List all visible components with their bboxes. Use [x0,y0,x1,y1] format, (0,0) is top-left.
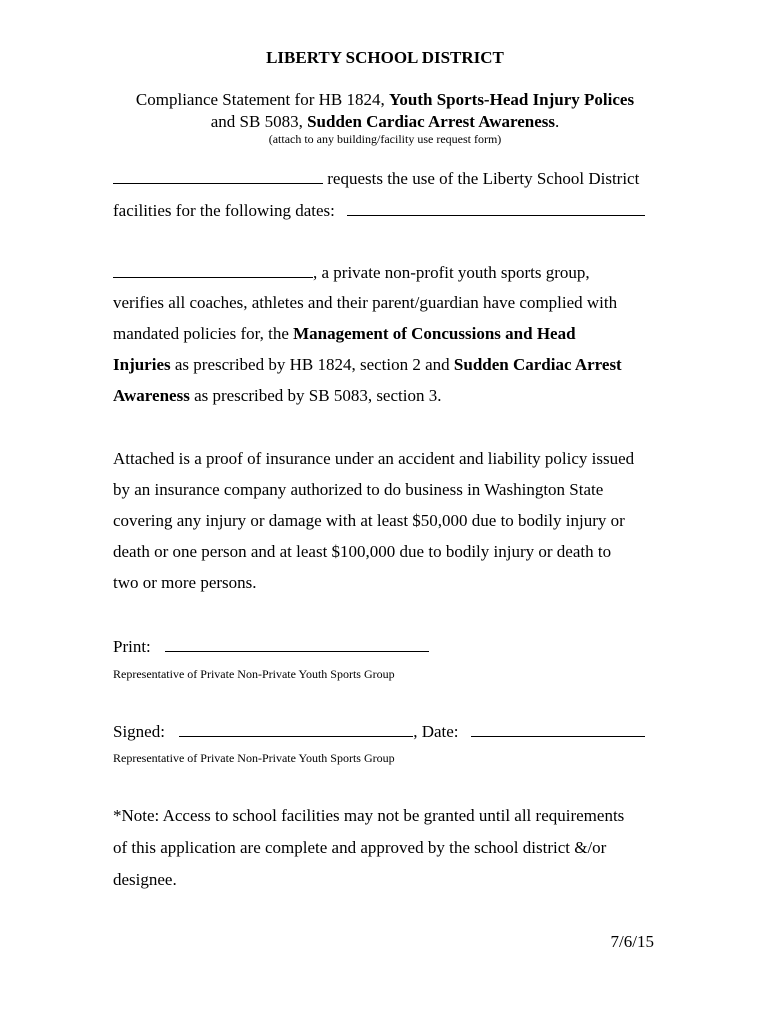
insurance-line-4: death or one person and at least $100,000 due to bodily injury or death to [113,542,612,561]
verification-line-3 [113,324,576,344]
print-row [113,636,429,657]
date-field[interactable] [471,721,645,737]
injuries-word: Injuries [113,355,171,374]
request-line-1 [113,168,639,189]
representative-label: Representative of Private Non-Private Youth Sports Group [113,667,395,681]
organization-name-field[interactable] [113,168,323,184]
note-line-3: designee. [113,870,177,889]
insurance-line-1: Attached is a proof of insurance under an accident and liability policy issued [113,449,635,468]
cardiac-arrest-words: Sudden Cardiac Arrest [453,355,622,374]
representative-label-2: Representative of Private Non-Private Youth Sports Group [113,751,395,765]
signature-field[interactable] [179,721,413,737]
youth-group-name-field[interactable] [113,262,313,278]
print-label: Print: [113,637,151,656]
insurance-line-3: covering any injury or damage with at least $50,000 due to bodily injury or [113,511,625,530]
note-line-2: of this application are complete and approved by the school district &/or [113,838,607,857]
youth-sports-policy: Youth Sports-Head Injury Polices [388,90,635,109]
revision-date: 7/6/15 [610,932,654,951]
cardiac-awareness: Sudden Cardiac Arrest Awareness [307,112,556,131]
note-line-1: *Note: Access to school facilities may not be granted until all requirements [113,806,625,825]
request-text: requests the use of the Liberty School District [327,169,640,188]
verification-text-5b: as prescribed by SB 5083, section 3. [194,386,442,405]
insurance-line-2: by an insurance company authorized to do business in Washington State [113,480,604,499]
insurance-line-5: two or more persons. [113,573,257,592]
dates-label: facilities for the following dates: [113,201,335,220]
attach-note: (attach to any building/facility use request form) [268,132,502,146]
heading-period: . [555,112,560,131]
verification-text-1: , a private non-profit youth sports group, [313,263,590,282]
concussion-policy: Management of Concussions and Head [293,324,576,343]
verification-line-2: verifies all coaches, athletes and their parent/guardian have complied with [113,293,618,312]
compliance-prefix: Compliance Statement for HB 1824, [135,90,385,109]
compliance-heading-line-2 [0,112,770,132]
verification-text-4b: as prescribed by HB 1824, section 2 and [174,355,450,374]
and-sb-text: and SB 5083, [210,112,303,131]
dates-field[interactable] [347,200,645,216]
signed-label: Signed: [113,722,165,741]
compliance-heading-line-1 [0,90,770,110]
page-title: LIBERTY SCHOOL DISTRICT [266,48,504,67]
print-name-field[interactable] [165,636,429,652]
verification-line-1 [113,262,590,283]
verification-line-5 [113,386,441,406]
awareness-word: Awareness [113,386,190,405]
signed-row [113,721,645,742]
date-label: , Date: [413,722,459,741]
verification-text-3a: mandated policies for, the [113,324,289,343]
request-line-2 [113,200,645,221]
verification-line-4 [113,355,622,375]
